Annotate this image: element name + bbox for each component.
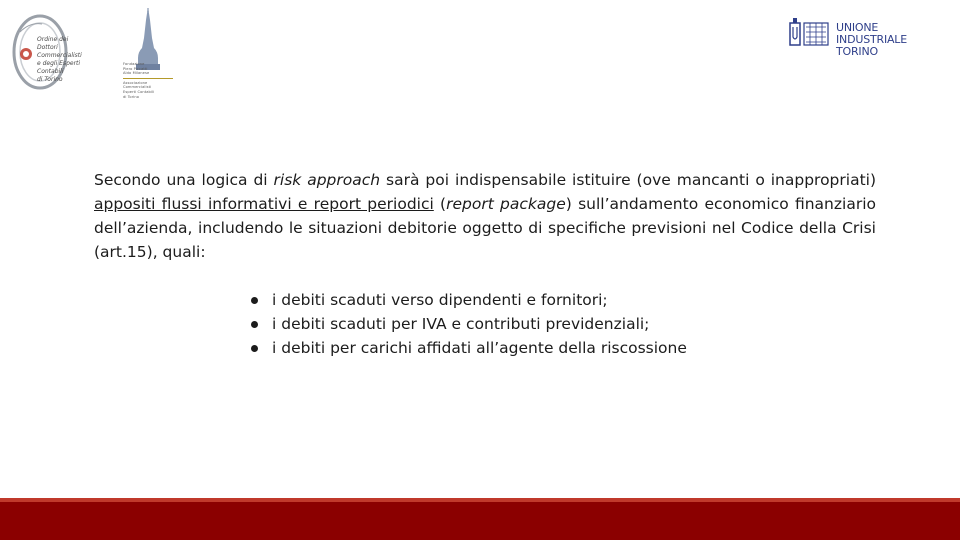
bullet-icon (251, 297, 258, 304)
list-item: i debiti scaduti per IVA e contributi previdenziali; (248, 312, 687, 336)
mole-antonelliana-icon (118, 8, 178, 70)
ordine-logo-text: Ordine dei Dottori Commercialisti e degli Esperti Contabili di Torino (37, 36, 82, 83)
footer-stripe (0, 498, 960, 502)
main-paragraph: Secondo una logica di risk approach sarà poi indispensabile istituire (ove mancanti o inappropriati) appositi flussi informativi e report periodici (report package) sull’andamento economico finanziario dell’azienda, includendo le situazioni debitorie oggetto di specifiche previsioni nel Codice della Crisi (art.15), quali: (94, 171, 877, 261)
mole-logo-text: Fondazione Piero Piccatti Aldo Milanese Associazione Commercialisti Esperti Contabili di Torino (123, 62, 183, 99)
underlined-phrase: appositi flussi informativi e report periodici (94, 195, 434, 213)
bullet-icon (251, 321, 258, 328)
list-item: i debiti per carichi affidati all’agente della riscossione (248, 336, 687, 360)
risk-approach-term: risk approach (273, 171, 381, 189)
unione-industriale-text: UNIONE INDUSTRIALE TORINO (836, 21, 907, 58)
footer-bar (0, 498, 960, 540)
list-item: i debiti scaduti verso dipendenti e fornitori; (248, 288, 687, 312)
debts-bullet-list (248, 288, 687, 360)
report-package-term: report package (446, 195, 566, 213)
unione-industriale-icon (788, 17, 832, 49)
bullet-icon (251, 345, 258, 352)
unione-industriale-logo (788, 17, 938, 58)
